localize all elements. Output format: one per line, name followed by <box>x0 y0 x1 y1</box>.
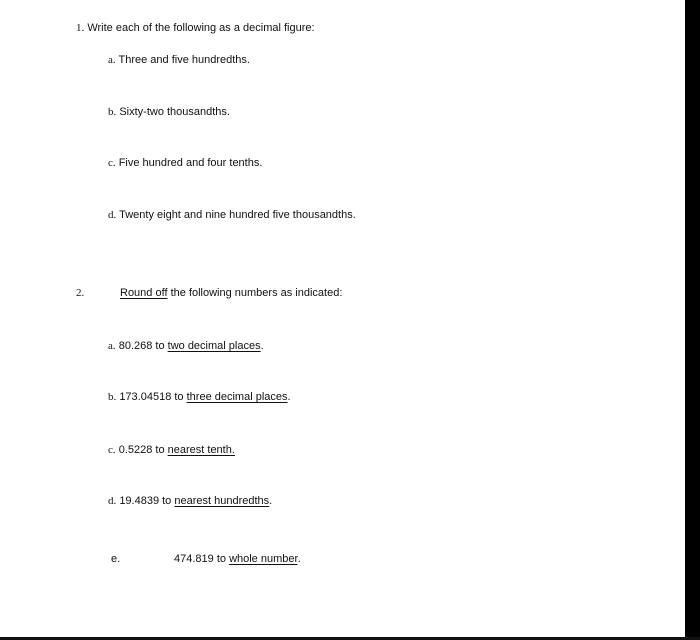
question-2-item-e <box>174 553 301 566</box>
item-value: 0.5228 to <box>118 444 168 456</box>
item-value: 80.268 to <box>118 340 168 352</box>
question-2-prompt-underlined: Round off <box>120 287 168 299</box>
page-edge-right <box>685 0 700 640</box>
item-target: two decimal places <box>167 340 261 352</box>
question-1-prompt: Write each of the following as a decimal figure: <box>87 22 315 34</box>
item-text: Twenty eight and nine hundred five thousandths. <box>119 209 356 221</box>
item-end: . <box>287 391 291 403</box>
item-text: Sixty-two thousandths. <box>119 106 230 118</box>
question-1-item-c <box>108 157 262 170</box>
item-target: nearest tenth. <box>167 444 235 456</box>
question-2-number-text: 2. <box>76 287 85 299</box>
question-1-number: 1. <box>76 22 85 34</box>
item-letter: b. <box>108 106 117 118</box>
question-2-item-d <box>108 495 272 508</box>
item-text: Five hundred and four tenths. <box>118 157 263 169</box>
question-1 <box>76 22 315 35</box>
item-end: . <box>269 495 273 507</box>
item-letter: c. <box>108 157 116 169</box>
question-2-number <box>76 287 84 300</box>
question-2-prompt-rest: the following numbers as indicated: <box>167 287 343 299</box>
question-2-item-c <box>108 444 235 457</box>
item-value: 19.4839 to <box>119 495 175 507</box>
question-2-item-e-letter <box>111 553 120 566</box>
question-1-item-d <box>108 209 356 222</box>
item-end: . <box>260 340 264 352</box>
question-2-prompt <box>120 287 342 300</box>
item-letter: c. <box>108 444 116 456</box>
item-value: 173.04518 to <box>119 391 187 403</box>
question-2-item-b <box>108 391 291 404</box>
item-target: three decimal places <box>186 391 288 403</box>
item-target: nearest hundredths <box>174 495 270 507</box>
item-letter: a. <box>108 340 116 352</box>
item-letter: b. <box>108 391 117 403</box>
item-letter: d. <box>108 495 117 507</box>
item-letter: d. <box>108 209 117 221</box>
item-target: whole number <box>229 553 298 565</box>
question-1-item-a <box>108 54 250 67</box>
item-text: Three and five hundredths. <box>118 54 250 66</box>
item-letter: a. <box>108 54 116 66</box>
item-letter: e. <box>111 553 121 565</box>
item-end: . <box>297 553 301 565</box>
item-value: 474.819 to <box>174 553 230 565</box>
question-1-item-b <box>108 106 230 119</box>
question-2-item-a <box>108 340 264 353</box>
